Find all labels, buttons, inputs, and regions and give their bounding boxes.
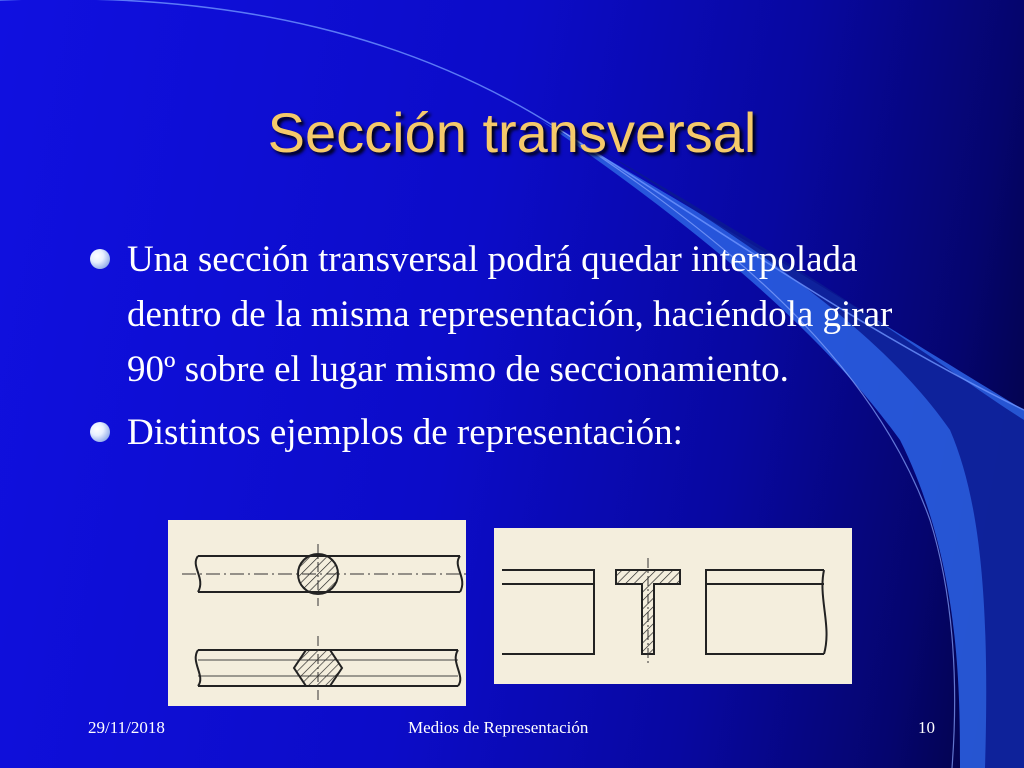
hexagon-shaft-drawing bbox=[196, 636, 461, 700]
left-beam-part bbox=[502, 570, 594, 654]
rotated-t-section bbox=[616, 558, 680, 666]
footer-date: 29/11/2018 bbox=[88, 718, 165, 737]
right-beam-part bbox=[706, 570, 827, 654]
footer-page-number: 10 bbox=[918, 718, 935, 737]
shaft-section-figure bbox=[168, 520, 466, 706]
round-shaft-drawing bbox=[182, 544, 466, 606]
bullet-icon bbox=[90, 249, 110, 269]
t-profile-drawing bbox=[494, 528, 852, 684]
bullet-list bbox=[90, 232, 920, 468]
bullet-item bbox=[90, 405, 920, 460]
bullet-text: Una sección transversal podrá quedar interpolada dentro de la misma representación, haciéndola girar 90º sobre el lugar mismo de seccionamiento. bbox=[127, 239, 893, 390]
bullet-icon bbox=[90, 422, 110, 442]
footer-title: Medios de Representación bbox=[408, 718, 589, 737]
t-profile-figure bbox=[494, 528, 852, 684]
bullet-text: Distintos ejemplos de representación: bbox=[127, 412, 683, 453]
slide-title: Sección transversal bbox=[267, 101, 757, 164]
shaft-section-drawing bbox=[168, 520, 466, 706]
bullet-item bbox=[90, 232, 920, 397]
